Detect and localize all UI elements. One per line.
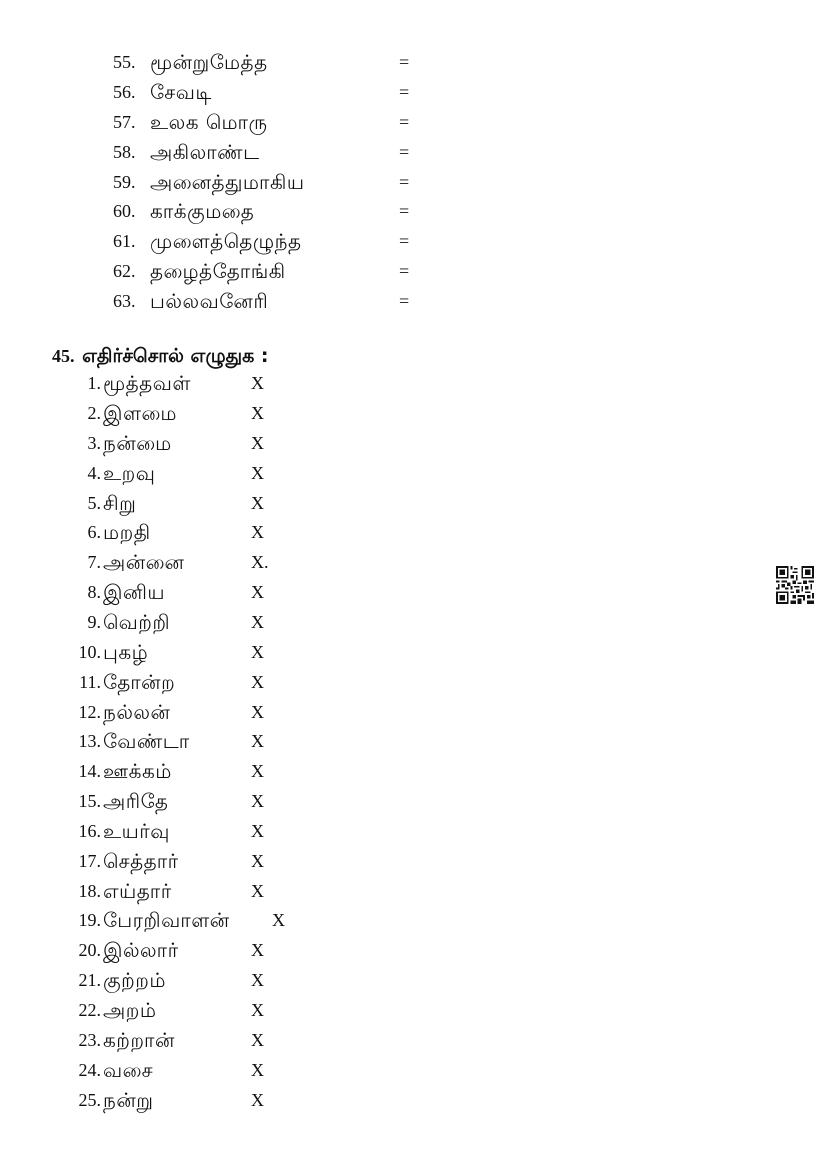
item-word: வேண்டா — [103, 729, 190, 753]
qr-code-icon — [776, 566, 814, 604]
equals-sign: = — [399, 142, 410, 162]
item-number: 16. — [78, 821, 101, 841]
item-number: 9. — [87, 612, 101, 632]
item-word: மறதி — [103, 520, 151, 544]
equals-sign: = — [399, 231, 410, 251]
item-word: அறம் — [103, 998, 157, 1022]
item-word: வெற்றி — [103, 610, 171, 634]
list-item — [0, 489, 827, 517]
item-word: இளமை — [103, 401, 178, 425]
list-item — [0, 548, 827, 576]
item-word: ஊக்கம் — [103, 759, 172, 783]
list-item — [0, 608, 827, 636]
list-item — [0, 48, 827, 76]
item-number: 8. — [87, 582, 101, 602]
list-item — [0, 1086, 827, 1114]
section-title: எதிர்ச்சொல் எழுதுக : — [82, 345, 269, 367]
list-item — [0, 399, 827, 427]
section-heading — [52, 342, 269, 370]
item-number: 11. — [79, 672, 101, 692]
item-number: 13. — [78, 731, 101, 751]
list-item — [0, 138, 827, 166]
item-word: செத்தார் — [103, 849, 179, 873]
x-mark: X — [251, 612, 264, 632]
item-word: அரிதே — [103, 789, 169, 813]
list-item — [0, 638, 827, 666]
item-number: 21. — [78, 970, 101, 990]
item-number: 59. — [113, 172, 136, 192]
item-number: 17. — [78, 851, 101, 871]
item-word: இல்லார் — [103, 938, 179, 962]
x-mark: X — [251, 582, 264, 602]
equals-sign: = — [399, 112, 410, 132]
equals-sign: = — [399, 201, 410, 221]
item-word: காக்குமதை — [150, 199, 255, 223]
x-mark: X — [251, 522, 264, 542]
item-number: 55. — [113, 52, 136, 72]
item-number: 5. — [87, 493, 101, 513]
list-item — [0, 459, 827, 487]
item-number: 62. — [113, 261, 136, 281]
x-mark: X — [251, 1000, 264, 1020]
item-word: அன்னை — [103, 550, 185, 574]
x-mark: X — [251, 731, 264, 751]
item-word: உலக மொரு — [150, 110, 268, 134]
list-item — [0, 906, 827, 934]
list-item — [0, 996, 827, 1024]
x-mark: X. — [251, 552, 269, 572]
item-number: 57. — [113, 112, 136, 132]
item-number: 6. — [87, 522, 101, 542]
item-number: 20. — [78, 940, 101, 960]
item-word: நன்மை — [103, 431, 172, 455]
list-item — [0, 227, 827, 255]
item-number: 23. — [78, 1030, 101, 1050]
list-item — [0, 78, 827, 106]
item-word: தழைத்தோங்கி — [150, 259, 286, 283]
item-word: இனிய — [103, 580, 166, 604]
equals-sign: = — [399, 291, 410, 311]
x-mark: X — [251, 970, 264, 990]
list-item — [0, 668, 827, 696]
x-mark: X — [251, 940, 264, 960]
equals-sign: = — [399, 82, 410, 102]
list-item — [0, 518, 827, 546]
x-mark: X — [251, 821, 264, 841]
list-item — [0, 817, 827, 845]
list-item — [0, 197, 827, 225]
item-number: 25. — [78, 1090, 101, 1110]
item-number: 1. — [87, 373, 101, 393]
x-mark: X — [272, 910, 285, 930]
item-word: குற்றம் — [103, 968, 166, 992]
x-mark: X — [251, 1030, 264, 1050]
item-word: உயர்வு — [103, 819, 170, 843]
item-word: வசை — [103, 1058, 154, 1082]
x-mark: X — [251, 463, 264, 483]
equals-sign: = — [399, 52, 410, 72]
section-number: 45. — [52, 346, 75, 366]
x-mark: X — [251, 1060, 264, 1080]
x-mark: X — [251, 702, 264, 722]
list-item — [0, 257, 827, 285]
item-word: நல்லன் — [103, 700, 171, 724]
item-number: 18. — [78, 881, 101, 901]
list-item — [0, 936, 827, 964]
item-word: மூத்தவள் — [103, 371, 191, 395]
item-number: 3. — [87, 433, 101, 453]
list-item — [0, 787, 827, 815]
item-word: அகிலாண்ட — [150, 140, 260, 164]
equals-sign: = — [399, 172, 410, 192]
x-mark: X — [251, 1090, 264, 1110]
list-item — [0, 369, 827, 397]
item-word: மூன்றுமேத்த — [150, 50, 268, 74]
item-word: முளைத்தெழுந்த — [150, 229, 302, 253]
x-mark: X — [251, 851, 264, 871]
item-word: கற்றான் — [103, 1028, 175, 1052]
item-number: 19. — [78, 910, 101, 930]
item-number: 22. — [78, 1000, 101, 1020]
list-item — [0, 287, 827, 315]
item-number: 12. — [78, 702, 101, 722]
item-word: சேவடி — [150, 80, 212, 104]
equals-sign: = — [399, 261, 410, 281]
item-word: பேரறிவாளன் — [103, 908, 230, 932]
item-word: தோன்ற — [103, 670, 176, 694]
item-number: 14. — [78, 761, 101, 781]
item-number: 15. — [78, 791, 101, 811]
list-item — [0, 1056, 827, 1084]
item-word: புகழ் — [103, 640, 149, 664]
list-item — [0, 727, 827, 755]
item-number: 63. — [113, 291, 136, 311]
x-mark: X — [251, 493, 264, 513]
item-number: 56. — [113, 82, 136, 102]
item-number: 7. — [87, 552, 101, 572]
item-number: 2. — [87, 403, 101, 423]
list-item — [0, 429, 827, 457]
item-number: 24. — [78, 1060, 101, 1080]
list-item — [0, 757, 827, 785]
x-mark: X — [251, 672, 264, 692]
list-item — [0, 108, 827, 136]
x-mark: X — [251, 373, 264, 393]
list-item — [0, 847, 827, 875]
list-item — [0, 1026, 827, 1054]
item-word: சிறு — [103, 491, 137, 515]
item-number: 60. — [113, 201, 136, 221]
x-mark: X — [251, 403, 264, 423]
list-item — [0, 578, 827, 606]
list-item — [0, 698, 827, 726]
item-word: பல்லவனேரி — [150, 289, 269, 313]
item-number: 58. — [113, 142, 136, 162]
item-number: 4. — [87, 463, 101, 483]
list-item — [0, 966, 827, 994]
list-item — [0, 168, 827, 196]
item-word: உறவு — [103, 461, 156, 485]
x-mark: X — [251, 791, 264, 811]
item-word: நன்று — [103, 1088, 154, 1112]
x-mark: X — [251, 642, 264, 662]
item-word: எய்தார் — [103, 879, 172, 903]
list-item — [0, 877, 827, 905]
item-number: 61. — [113, 231, 136, 251]
x-mark: X — [251, 433, 264, 453]
x-mark: X — [251, 761, 264, 781]
item-word: அனைத்துமாகிய — [150, 170, 305, 194]
item-number: 10. — [78, 642, 101, 662]
x-mark: X — [251, 881, 264, 901]
